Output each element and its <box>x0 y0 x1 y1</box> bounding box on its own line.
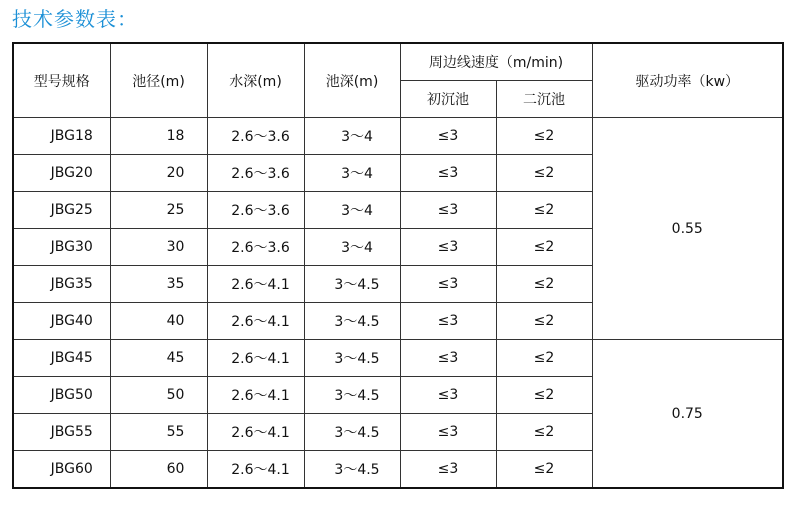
secondary-speed-cell: ≤2 <box>496 340 592 377</box>
table-row <box>13 118 783 155</box>
diameter-cell: 18 <box>110 118 207 155</box>
diameter-cell: 35 <box>110 266 207 303</box>
secondary-speed-cell: ≤2 <box>496 414 592 451</box>
model-cell: JBG25 <box>13 192 110 229</box>
model-cell: JBG18 <box>13 118 110 155</box>
primary-speed-cell: ≤3 <box>400 192 496 229</box>
secondary-speed-cell: ≤2 <box>496 229 592 266</box>
secondary-speed-cell: ≤2 <box>496 155 592 192</box>
pool-depth-cell: 3～4.5 <box>304 303 400 340</box>
primary-speed-cell: ≤3 <box>400 229 496 266</box>
water-depth-cell: 2.6～4.1 <box>207 451 304 489</box>
model-cell: JBG60 <box>13 451 110 489</box>
water-depth-cell: 2.6～3.6 <box>207 192 304 229</box>
diameter-cell: 20 <box>110 155 207 192</box>
diameter-cell: 45 <box>110 340 207 377</box>
model-cell: JBG30 <box>13 229 110 266</box>
water-depth-cell: 2.6～4.1 <box>207 303 304 340</box>
header-speed-primary: 初沉池 <box>400 81 496 118</box>
pool-depth-cell: 3～4 <box>304 192 400 229</box>
water-depth-cell: 2.6～4.1 <box>207 340 304 377</box>
power-cell: 0.55 <box>592 118 783 340</box>
pool-depth-cell: 3～4 <box>304 118 400 155</box>
header-row <box>13 43 783 81</box>
model-cell: JBG20 <box>13 155 110 192</box>
primary-speed-cell: ≤3 <box>400 118 496 155</box>
secondary-speed-cell: ≤2 <box>496 303 592 340</box>
secondary-speed-cell: ≤2 <box>496 377 592 414</box>
model-cell: JBG45 <box>13 340 110 377</box>
pool-depth-cell: 3～4.5 <box>304 340 400 377</box>
pool-depth-cell: 3～4.5 <box>304 377 400 414</box>
water-depth-cell: 2.6～4.1 <box>207 414 304 451</box>
header-model: 型号规格 <box>13 43 110 118</box>
header-speed: 周边线速度（m/min) <box>400 43 592 81</box>
secondary-speed-cell: ≤2 <box>496 192 592 229</box>
secondary-speed-cell: ≤2 <box>496 266 592 303</box>
water-depth-cell: 2.6～4.1 <box>207 377 304 414</box>
diameter-cell: 25 <box>110 192 207 229</box>
primary-speed-cell: ≤3 <box>400 155 496 192</box>
diameter-cell: 50 <box>110 377 207 414</box>
water-depth-cell: 2.6～4.1 <box>207 266 304 303</box>
header-pool-depth: 池深(m) <box>304 43 400 118</box>
header-speed-secondary: 二沉池 <box>496 81 592 118</box>
primary-speed-cell: ≤3 <box>400 414 496 451</box>
model-cell: JBG50 <box>13 377 110 414</box>
pool-depth-cell: 3～4.5 <box>304 266 400 303</box>
header-diameter: 池径(m) <box>110 43 207 118</box>
spec-table <box>12 42 784 489</box>
primary-speed-cell: ≤3 <box>400 340 496 377</box>
pool-depth-cell: 3～4.5 <box>304 451 400 489</box>
water-depth-cell: 2.6～3.6 <box>207 155 304 192</box>
water-depth-cell: 2.6～3.6 <box>207 118 304 155</box>
pool-depth-cell: 3～4 <box>304 229 400 266</box>
model-cell: JBG40 <box>13 303 110 340</box>
diameter-cell: 55 <box>110 414 207 451</box>
primary-speed-cell: ≤3 <box>400 377 496 414</box>
table-row <box>13 340 783 377</box>
primary-speed-cell: ≤3 <box>400 451 496 489</box>
pool-depth-cell: 3～4.5 <box>304 414 400 451</box>
diameter-cell: 30 <box>110 229 207 266</box>
power-cell: 0.75 <box>592 340 783 489</box>
secondary-speed-cell: ≤2 <box>496 451 592 489</box>
diameter-cell: 40 <box>110 303 207 340</box>
diameter-cell: 60 <box>110 451 207 489</box>
secondary-speed-cell: ≤2 <box>496 118 592 155</box>
page-title: 技术参数表： <box>12 7 138 31</box>
primary-speed-cell: ≤3 <box>400 303 496 340</box>
primary-speed-cell: ≤3 <box>400 266 496 303</box>
model-cell: JBG35 <box>13 266 110 303</box>
header-water-depth: 水深(m) <box>207 43 304 118</box>
header-power: 驱动功率（kw） <box>592 43 783 118</box>
pool-depth-cell: 3～4 <box>304 155 400 192</box>
model-cell: JBG55 <box>13 414 110 451</box>
water-depth-cell: 2.6～3.6 <box>207 229 304 266</box>
